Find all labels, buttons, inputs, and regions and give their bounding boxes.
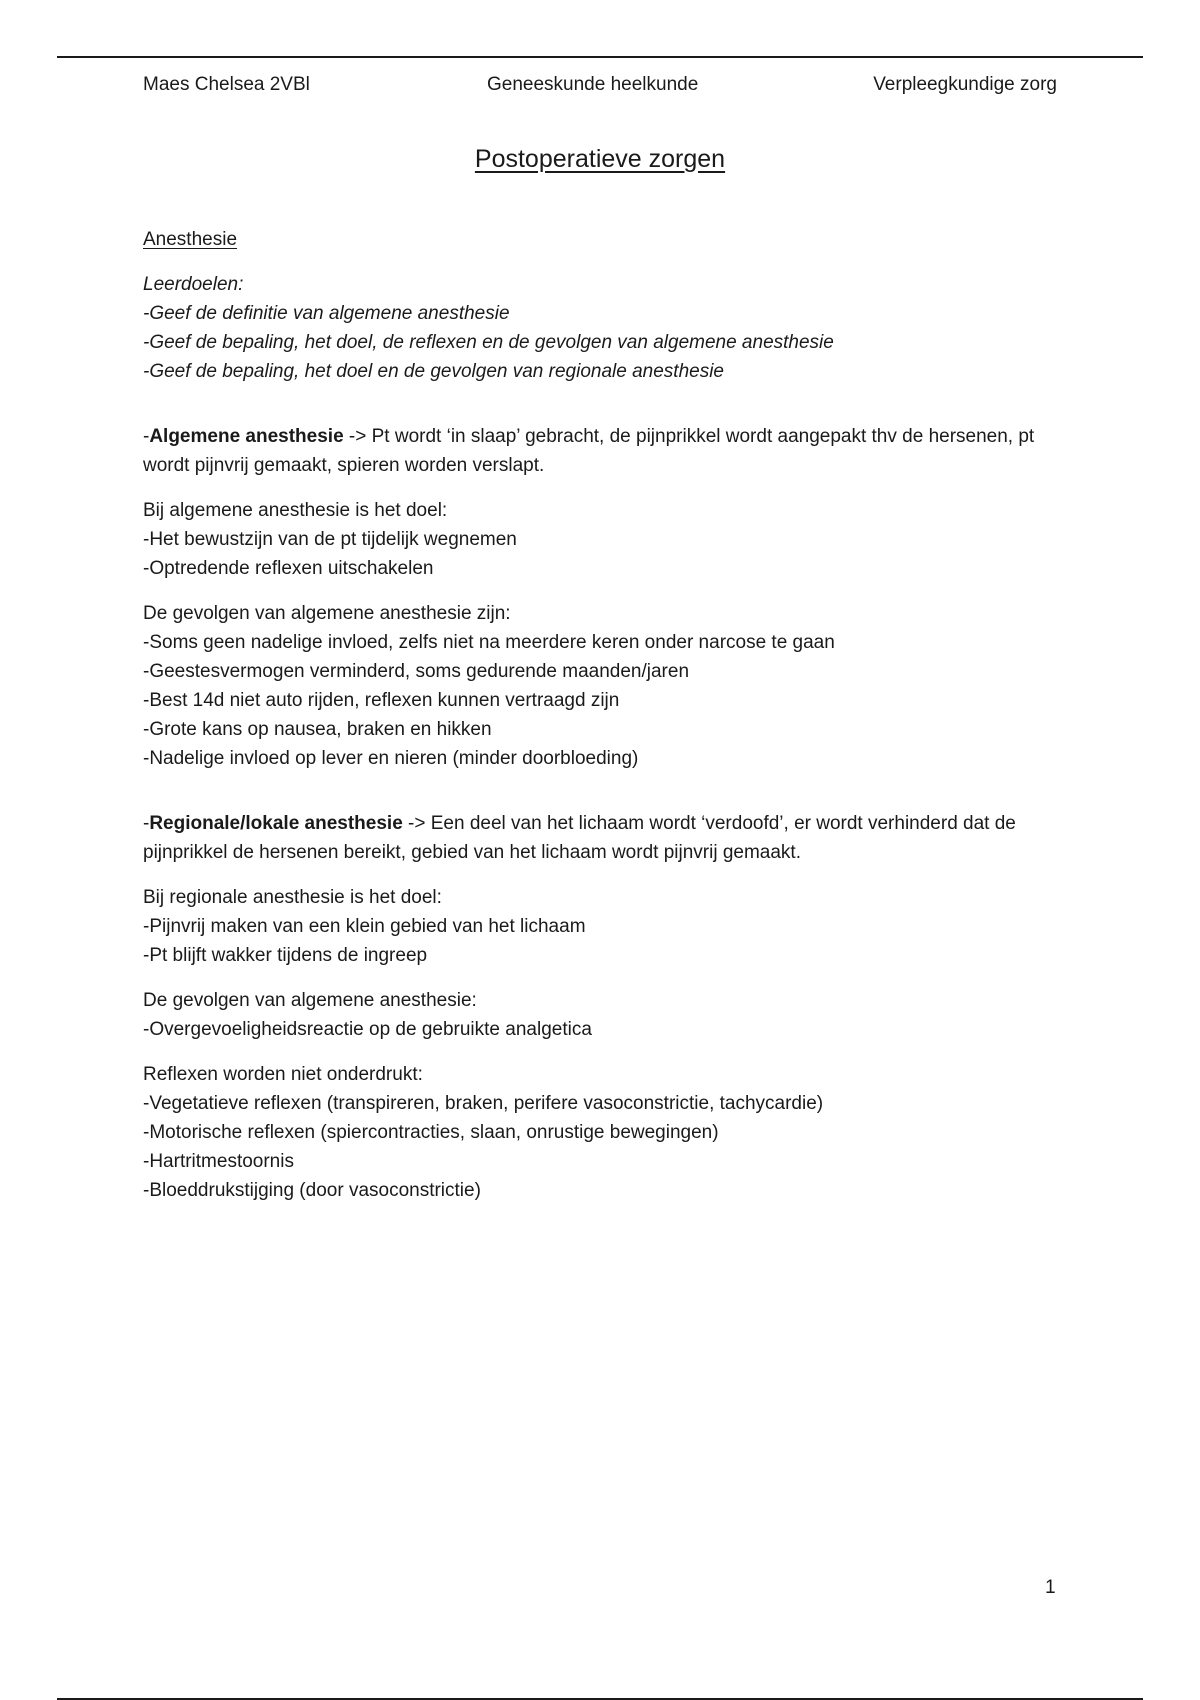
learning-goal-item: -Geef de bepaling, het doel, de reflexen en de gevolgen van algemene anesthesie	[143, 332, 834, 353]
section-heading: Anesthesie	[143, 229, 238, 250]
goal-item: -Optredende reflexen uitschakelen	[143, 558, 434, 579]
reflexes-label: Reflexen worden niet onderdrukt:	[143, 1064, 423, 1085]
page-header	[143, 74, 1057, 100]
reflex-item: -Bloeddrukstijging (door vasoconstrictie)	[143, 1180, 481, 1201]
effect-item: -Best 14d niet auto rijden, reflexen kunnen vertraagd zijn	[143, 690, 620, 711]
general-anesthesia-term: Algemene anesthesie	[149, 426, 344, 447]
page-number: 1	[1045, 1577, 1056, 1598]
regional-anesthesia-effects	[143, 986, 1063, 1044]
effect-item: -Soms geen nadelige invloed, zelfs niet na meerdere keren onder narcose te gaan	[143, 632, 835, 653]
header-course: Geneeskunde heelkunde	[487, 74, 699, 95]
effects-label: De gevolgen van algemene anesthesie:	[143, 990, 477, 1011]
learning-goal-item: -Geef de bepaling, het doel en de gevolgen van regionale anesthesie	[143, 361, 724, 382]
header-subject: Verpleegkundige zorg	[873, 74, 1057, 95]
goal-label: Bij regionale anesthesie is het doel:	[143, 887, 442, 908]
regional-anesthesia-goals	[143, 883, 1063, 970]
document-body	[143, 225, 1063, 1221]
goal-label: Bij algemene anesthesie is het doel:	[143, 500, 448, 521]
effect-item: -Geestesvermogen verminderd, soms gedurende maanden/jaren	[143, 661, 690, 682]
definition-prefix: -	[143, 426, 150, 447]
effect-item: -Grote kans op nausea, braken en hikken	[143, 719, 492, 740]
definition-prefix: -	[143, 813, 150, 834]
regional-anesthesia-text: -> Een deel van het lichaam wordt ‘verdoofd’, er wordt verhinderd dat de pijnprikkel de hersenen bereikt, gebied van het lichaam wordt pijnvrij gemaakt.	[143, 813, 1016, 863]
reflex-item: -Hartritmestoornis	[143, 1151, 294, 1172]
general-anesthesia-text: -> Pt wordt ‘in slaap’ gebracht, de pijnprikkel wordt aangepakt thv de hersenen, pt wordt pijnvrij gemaakt, spieren worden verslapt.	[143, 426, 1035, 476]
reflex-item: -Vegetatieve reflexen (transpireren, braken, perifere vasoconstrictie, tachycardie)	[143, 1093, 824, 1114]
goal-item: -Pt blijft wakker tijdens de ingreep	[143, 945, 428, 966]
regional-anesthesia-term: Regionale/lokale anesthesie	[149, 813, 403, 834]
general-anesthesia-effects	[143, 599, 1063, 773]
general-anesthesia-goals	[143, 496, 1063, 583]
effect-item: -Nadelige invloed op lever en nieren (minder doorbloeding)	[143, 748, 639, 769]
regional-anesthesia-definition	[143, 809, 1063, 867]
general-anesthesia-definition	[143, 422, 1063, 480]
regional-anesthesia-reflexes	[143, 1060, 1063, 1205]
learning-goals-label: Leerdoelen:	[143, 274, 244, 295]
goal-item: -Het bewustzijn van de pt tijdelijk wegnemen	[143, 529, 517, 550]
effects-label: De gevolgen van algemene anesthesie zijn:	[143, 603, 511, 624]
learning-goal-item: -Geef de definitie van algemene anesthesie	[143, 303, 510, 324]
reflex-item: -Motorische reflexen (spiercontracties, slaan, onrustige bewegingen)	[143, 1122, 719, 1143]
goal-item: -Pijnvrij maken van een klein gebied van het lichaam	[143, 916, 586, 937]
header-rule	[57, 56, 1143, 58]
page-title: Postoperatieve zorgen	[474, 145, 726, 173]
learning-goals	[143, 270, 1063, 386]
header-author: Maes Chelsea 2VBl	[143, 74, 310, 95]
effect-item: -Overgevoeligheidsreactie op de gebruikte analgetica	[143, 1019, 592, 1040]
